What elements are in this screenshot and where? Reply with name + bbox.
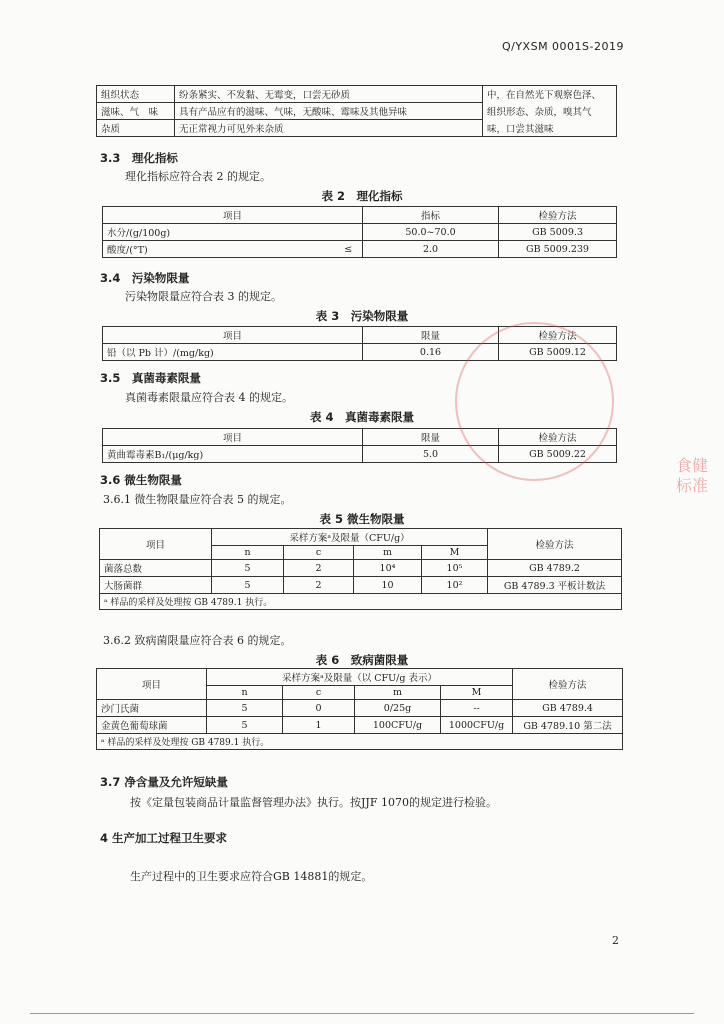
table-cell: 组织形态、杂质，嗅其气 [483,103,617,120]
table-cell: 5 [207,717,283,734]
table-header: 检验方法 [499,207,617,224]
table-cell: 1 [283,717,355,734]
table-cell: 金黄色葡萄球菌 [97,717,207,734]
table-cell: 5 [207,700,283,717]
table-cell: 5 [212,560,284,577]
table-header: 采样方案ᵃ及限量（CFU/g） [212,529,488,546]
table-cell: 10⁴ [354,560,422,577]
table-header: 采样方案ᵃ及限量（以 CFU/g 表示） [207,669,513,686]
paragraph: 理化指标应符合表 2 的规定。 [125,170,271,183]
table-header: 检验方法 [499,429,617,446]
table-row [100,577,622,594]
table-header: 限量 [363,429,499,446]
table-cell: 大肠菌群 [100,577,212,594]
pathogen-table [96,668,623,750]
table-cell: 味，口尝其滋味 [483,120,617,137]
table-header: m [354,546,422,560]
table-header: 检验方法 [499,327,617,344]
table-cell [335,224,363,241]
table-cell: 纷条紧实、不发黏、无霉变，口尝无砂质 [175,86,483,103]
table-cell: 具有产品应有的滋味、气味，无酸味、霉味及其他异味 [175,103,483,120]
section-heading: 3.5 真菌毒素限量 [100,371,201,385]
table-header: m [355,686,441,700]
table-header: 限量 [363,327,499,344]
table-header: 项目 [97,669,207,700]
page-number: 2 [612,934,619,947]
table-row [97,669,623,686]
table-cell: 5 [212,577,284,594]
paragraph: 3.6.1 微生物限量应符合表 5 的规定。 [103,493,292,506]
table-row [97,717,623,734]
section-heading: 4 生产加工过程卫生要求 [100,831,228,845]
table-cell: GB 4789.3 平板计数法 [488,577,622,594]
table-row [97,700,623,717]
table-header: 指标 [363,207,499,224]
table-cell: ≤ [335,241,363,258]
table-cell: 沙门氏菌 [97,700,207,717]
table-cell: 10² [422,577,488,594]
table-cell: GB 5009.239 [499,241,617,258]
section-heading: 3.6 微生物限量 [100,473,182,487]
table-cell: GB 5009.22 [499,446,617,463]
bottom-divider [30,1013,694,1014]
section-heading: 3.7 净含量及允许短缺量 [100,775,228,789]
table-cell: 2.0 [363,241,499,258]
table-row [97,734,623,750]
table-row [97,120,617,137]
table-row [103,224,617,241]
table-cell: GB 4789.4 [513,700,623,717]
table-cell: 2 [284,577,354,594]
table-note: ᵃ 样品的采样及处理按 GB 4789.1 执行。 [100,594,622,610]
table-row [97,103,617,120]
table-cell: 无正常视力可见外来杂质 [175,120,483,137]
table-row [100,560,622,577]
paragraph: 按《定量包装商品计量监督管理办法》执行。按JJF 1070的规定进行检验。 [130,796,497,809]
table-cell: GB 5009.3 [499,224,617,241]
table-cell: 50.0~70.0 [363,224,499,241]
table-cell: 铅（以 Pb 计）/(mg/kg) [103,344,363,361]
table-cell: GB 4789.10 第二法 [513,717,623,734]
table-header: M [441,686,513,700]
table-caption: 表 4 真菌毒素限量 [309,410,414,424]
seal-text: 食健 标准 [676,456,709,495]
table-header: 检验方法 [513,669,623,700]
table-header: 项目 [103,207,363,224]
table-cell: 杂质 [97,120,175,137]
table-header: 项目 [100,529,212,560]
table-cell: GB 4789.2 [488,560,622,577]
table-row [97,86,617,103]
section-heading: 3.4 污染物限量 [100,271,190,285]
table-note: ᵃ 样品的采样及处理按 GB 4789.1 执行。 [97,734,623,750]
table-cell: 10⁵ [422,560,488,577]
microbe-table [99,528,622,610]
table-caption: 表 6 致病菌限量 [315,653,409,667]
table-header: M [422,546,488,560]
table-cell: 0 [283,700,355,717]
table-header: n [207,686,283,700]
sensory-table [96,85,617,137]
table-cell: 10 [354,577,422,594]
table-cell: 中，在自然光下观察色泽、 [483,86,617,103]
document-code: Q/YXSM 0001S-2019 [501,40,624,53]
table-cell: 5.0 [363,446,499,463]
table-caption: 表 3 污染物限量 [315,309,409,323]
paragraph: 生产过程中的卫生要求应符合GB 14881的规定。 [130,870,373,883]
table-row [103,241,617,258]
paragraph: 污染物限量应符合表 3 的规定。 [125,290,282,303]
paragraph: 真菌毒素限量应符合表 4 的规定。 [125,391,293,404]
official-seal-stamp [455,322,614,481]
table-cell: 黄曲霉毒素B₁/(μg/kg) [103,446,363,463]
table-header: 检验方法 [488,529,622,560]
table-header: c [284,546,354,560]
table-cell: 菌落总数 [100,560,212,577]
table-cell: 组织状态 [97,86,175,103]
table-cell: 1000CFU/g [441,717,513,734]
table-cell: GB 5009.12 [499,344,617,361]
table-row [100,594,622,610]
table-cell: 水分/(g/100g) [103,224,335,241]
physicochemical-table [102,206,617,258]
paragraph: 3.6.2 致病菌限量应符合表 6 的规定。 [103,634,292,647]
table-caption: 表 2 理化指标 [321,189,403,203]
table-cell: -- [441,700,513,717]
table-row [103,207,617,224]
table-caption: 表 5 微生物限量 [319,512,405,526]
table-header: 项目 [103,327,363,344]
table-row [100,529,622,546]
table-cell: 0/25g [355,700,441,717]
table-header: c [283,686,355,700]
table-cell: 0.16 [363,344,499,361]
table-cell: 酸度/(°T) [103,241,335,258]
table-cell: 滋味、气 味 [97,103,175,120]
table-header: 项目 [103,429,363,446]
section-heading: 3.3 理化指标 [100,151,178,165]
table-header: n [212,546,284,560]
table-cell: 2 [284,560,354,577]
table-cell: 100CFU/g [355,717,441,734]
